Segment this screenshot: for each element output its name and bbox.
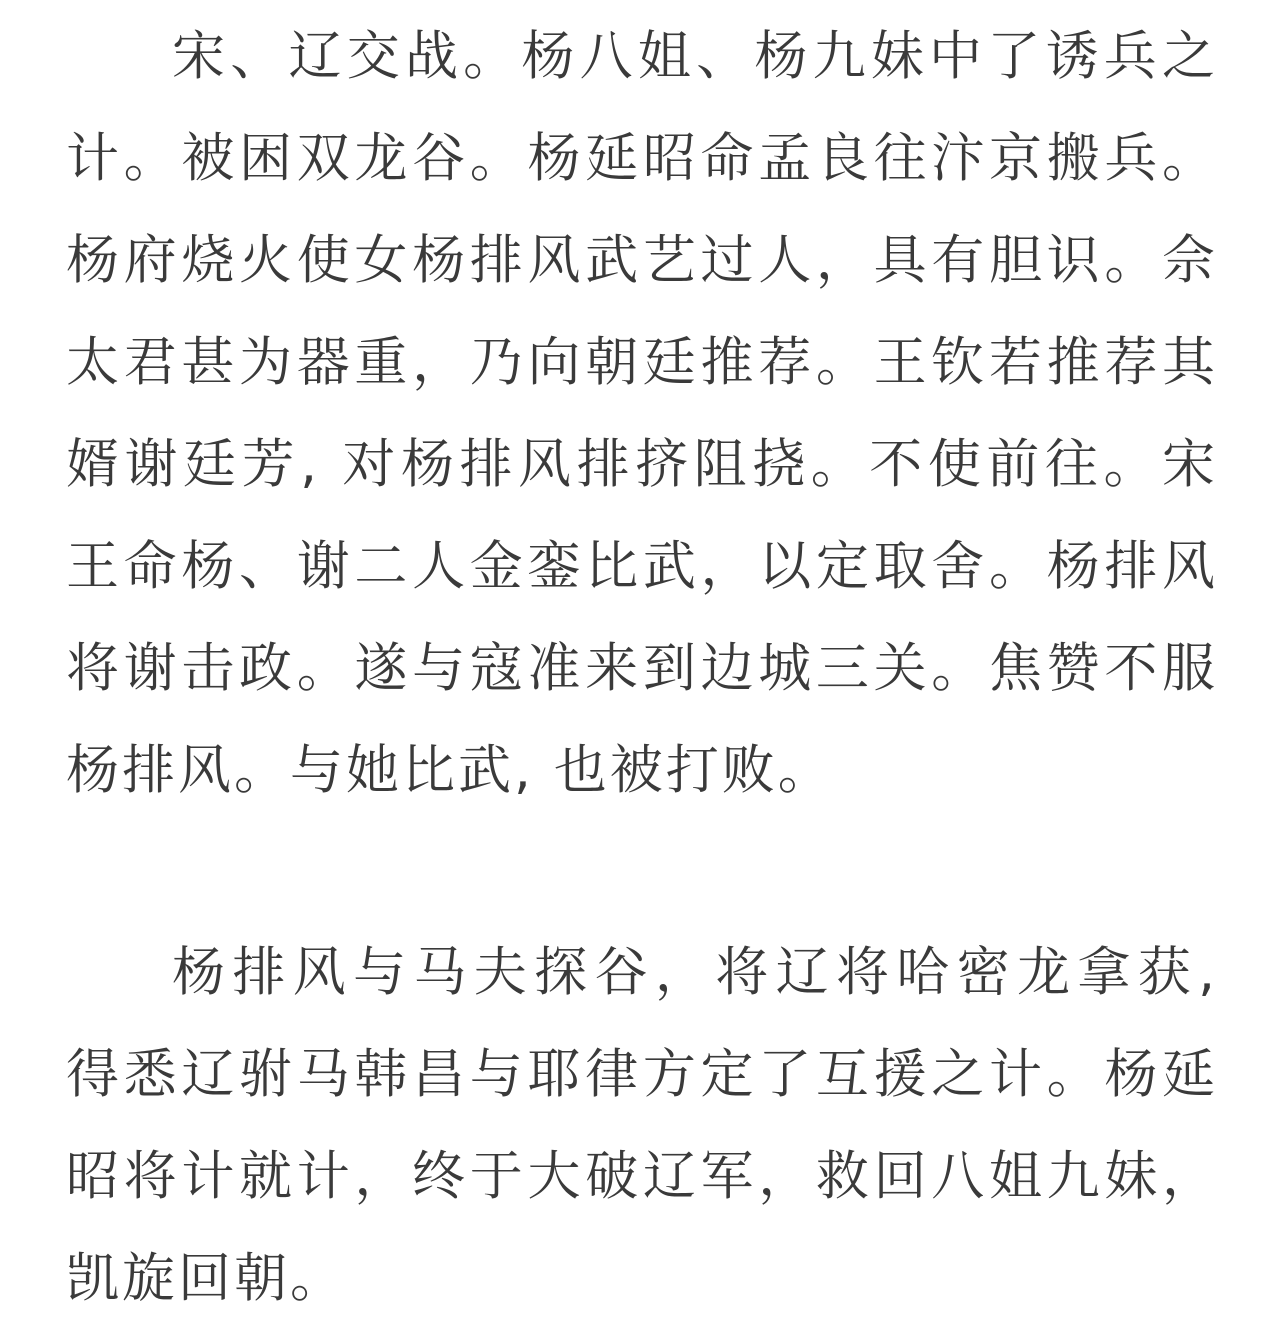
article-paragraph: 宋、辽交战。杨八姐、杨九妹中了诱兵之计。被困双龙谷。杨延昭命孟良往汴京搬兵。杨府烧火使女杨排风武艺过人，具有胆识。佘太君甚为器重，乃向朝廷推荐。王钦若推荐其婿谢廷芳, 对杨排风排挤阻挠。不使前往。宋王命杨、谢二人金銮比武，以定取舍。杨排风将谢击政。遂与寇准来到边城三关。焦赞不服杨排风。与她比武, 也被打败。 (66, 26, 1218, 801)
article-paragraph: 杨排风与马夫探谷，将辽将哈密龙拿获, 得悉辽驸马韩昌与耶律方定了互援之计。杨延昭将计就计，终于大破辽军，救回八姐九妹，凯旋回朝。 (66, 942, 1218, 1309)
